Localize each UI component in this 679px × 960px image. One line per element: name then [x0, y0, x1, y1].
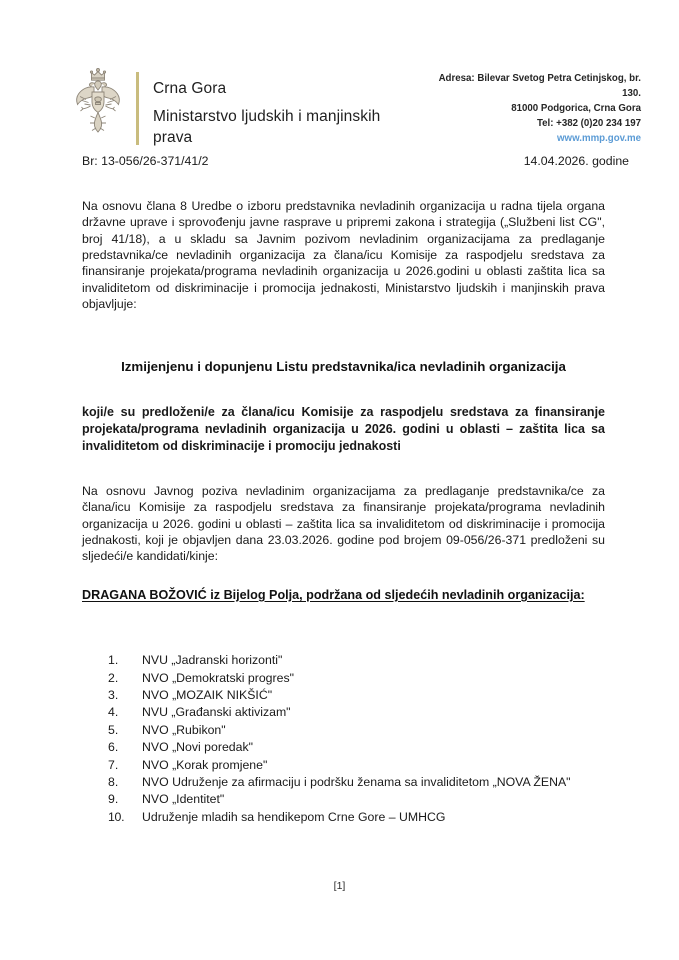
address-line-city: 81000 Podgorica, Crna Gora — [511, 103, 641, 115]
spacer — [82, 376, 605, 404]
address-block — [420, 66, 641, 146]
document-date: 14.04.2026. godine — [523, 154, 629, 168]
list-item: NVO „Identitet" — [142, 792, 225, 807]
reference-line — [82, 154, 629, 168]
intro-paragraph: Na osnovu člana 8 Uredbe o izboru predstavnika nevladinih organizacija u radna tijela organa državne uprave i sprovođenju javne rasprave u pripremi zakona i strategija („Službeni list CG", broj 41/18), a u skladu sa Javnim pozivom nevladinim organizacijama za predlaganje predstavnika/ce nevladinih organizacija za člana/icu Komisije za raspodjelu sredstava za finansiranje projekata/programa nevladinih organizacija u 2026.godini u oblasti zaštita lica sa invaliditetom od diskriminacije i promocija jednakosti, Ministarstvo ljudskih i manjinskih prava objavljuje: — [82, 199, 605, 312]
candidate-heading: DRAGANA BOŽOVIĆ iz Bijelog Polja, podržana od sljedećih nevladinih organizacija: — [82, 587, 585, 602]
spacer — [82, 565, 605, 587]
organization-list — [82, 652, 605, 824]
website-link[interactable]: www.mmp.gov.me — [557, 133, 641, 145]
address-line-phone: Tel: +382 (0)20 234 197 — [536, 118, 641, 130]
list-item: NVO „MOZAIK NIKŠIĆ" — [142, 688, 273, 703]
country-name: Crna Gora — [153, 80, 227, 97]
list-item: NVU „Jadranski horizonti" — [142, 653, 283, 668]
montenegro-coat-of-arms-icon — [70, 66, 126, 138]
list-item: Udruženje mladih sa hendikepom Crne Gore – UMHCG — [142, 809, 446, 824]
spacer — [82, 455, 605, 483]
document-subtitle: koji/e su predloženi/e za člana/icu Komisije za raspodjelu sredstava za finansiranje projekata/programa nevladinih organizacija u 2026. godini u oblasti – zaštita lica sa invaliditetom od diskriminacije i promociju jednakosti — [82, 405, 605, 454]
ministry-name: Ministarstvo ljudskih i manjinskih prava — [153, 107, 381, 146]
spacer — [82, 312, 605, 358]
list-item: NVO „Demokratski progres" — [142, 670, 294, 685]
address-line-street: Adresa: Bilevar Svetog Petra Cetinjskog, br. 130. — [438, 73, 641, 100]
list-item: NVO „Rubikon" — [142, 722, 226, 737]
list-item: NVO Udruženje za afirmaciju i podršku ženama sa invaliditetom „NOVA ŽENA" — [142, 774, 571, 789]
brand-block — [70, 66, 420, 149]
document-body — [82, 198, 605, 826]
list-item: NVU „Građanski aktivizam" — [142, 705, 291, 720]
second-paragraph: Na osnovu Javnog poziva nevladinim organizacijama za predlaganje predstavnika/ce za člana/icu Komisije za raspodjelu sredstava za finansiranje projekata/programa nevladinih organizacija u 2026. godini u oblasti – zaštita lica sa invaliditetom od diskriminacije i promocija jednakosti, koji je objavljen dana 23.03.2026. godine pod brojem 09-056/26-371 predloženi su sljedeći/e kandidati/kinje: — [82, 484, 605, 564]
letterhead — [0, 66, 679, 149]
page-number: [1] — [333, 880, 346, 892]
list-item: NVO „Korak promjene" — [142, 757, 268, 772]
document-title: Izmijenjenu i dopunjenu Listu predstavnika/ica nevladinih organizacija — [121, 359, 566, 375]
list-item: NVO „Novi poredak" — [142, 740, 253, 755]
brand-divider — [136, 72, 139, 145]
brand-names — [153, 66, 420, 149]
reference-number: Br: 13-056/26-371/41/2 — [82, 154, 209, 168]
